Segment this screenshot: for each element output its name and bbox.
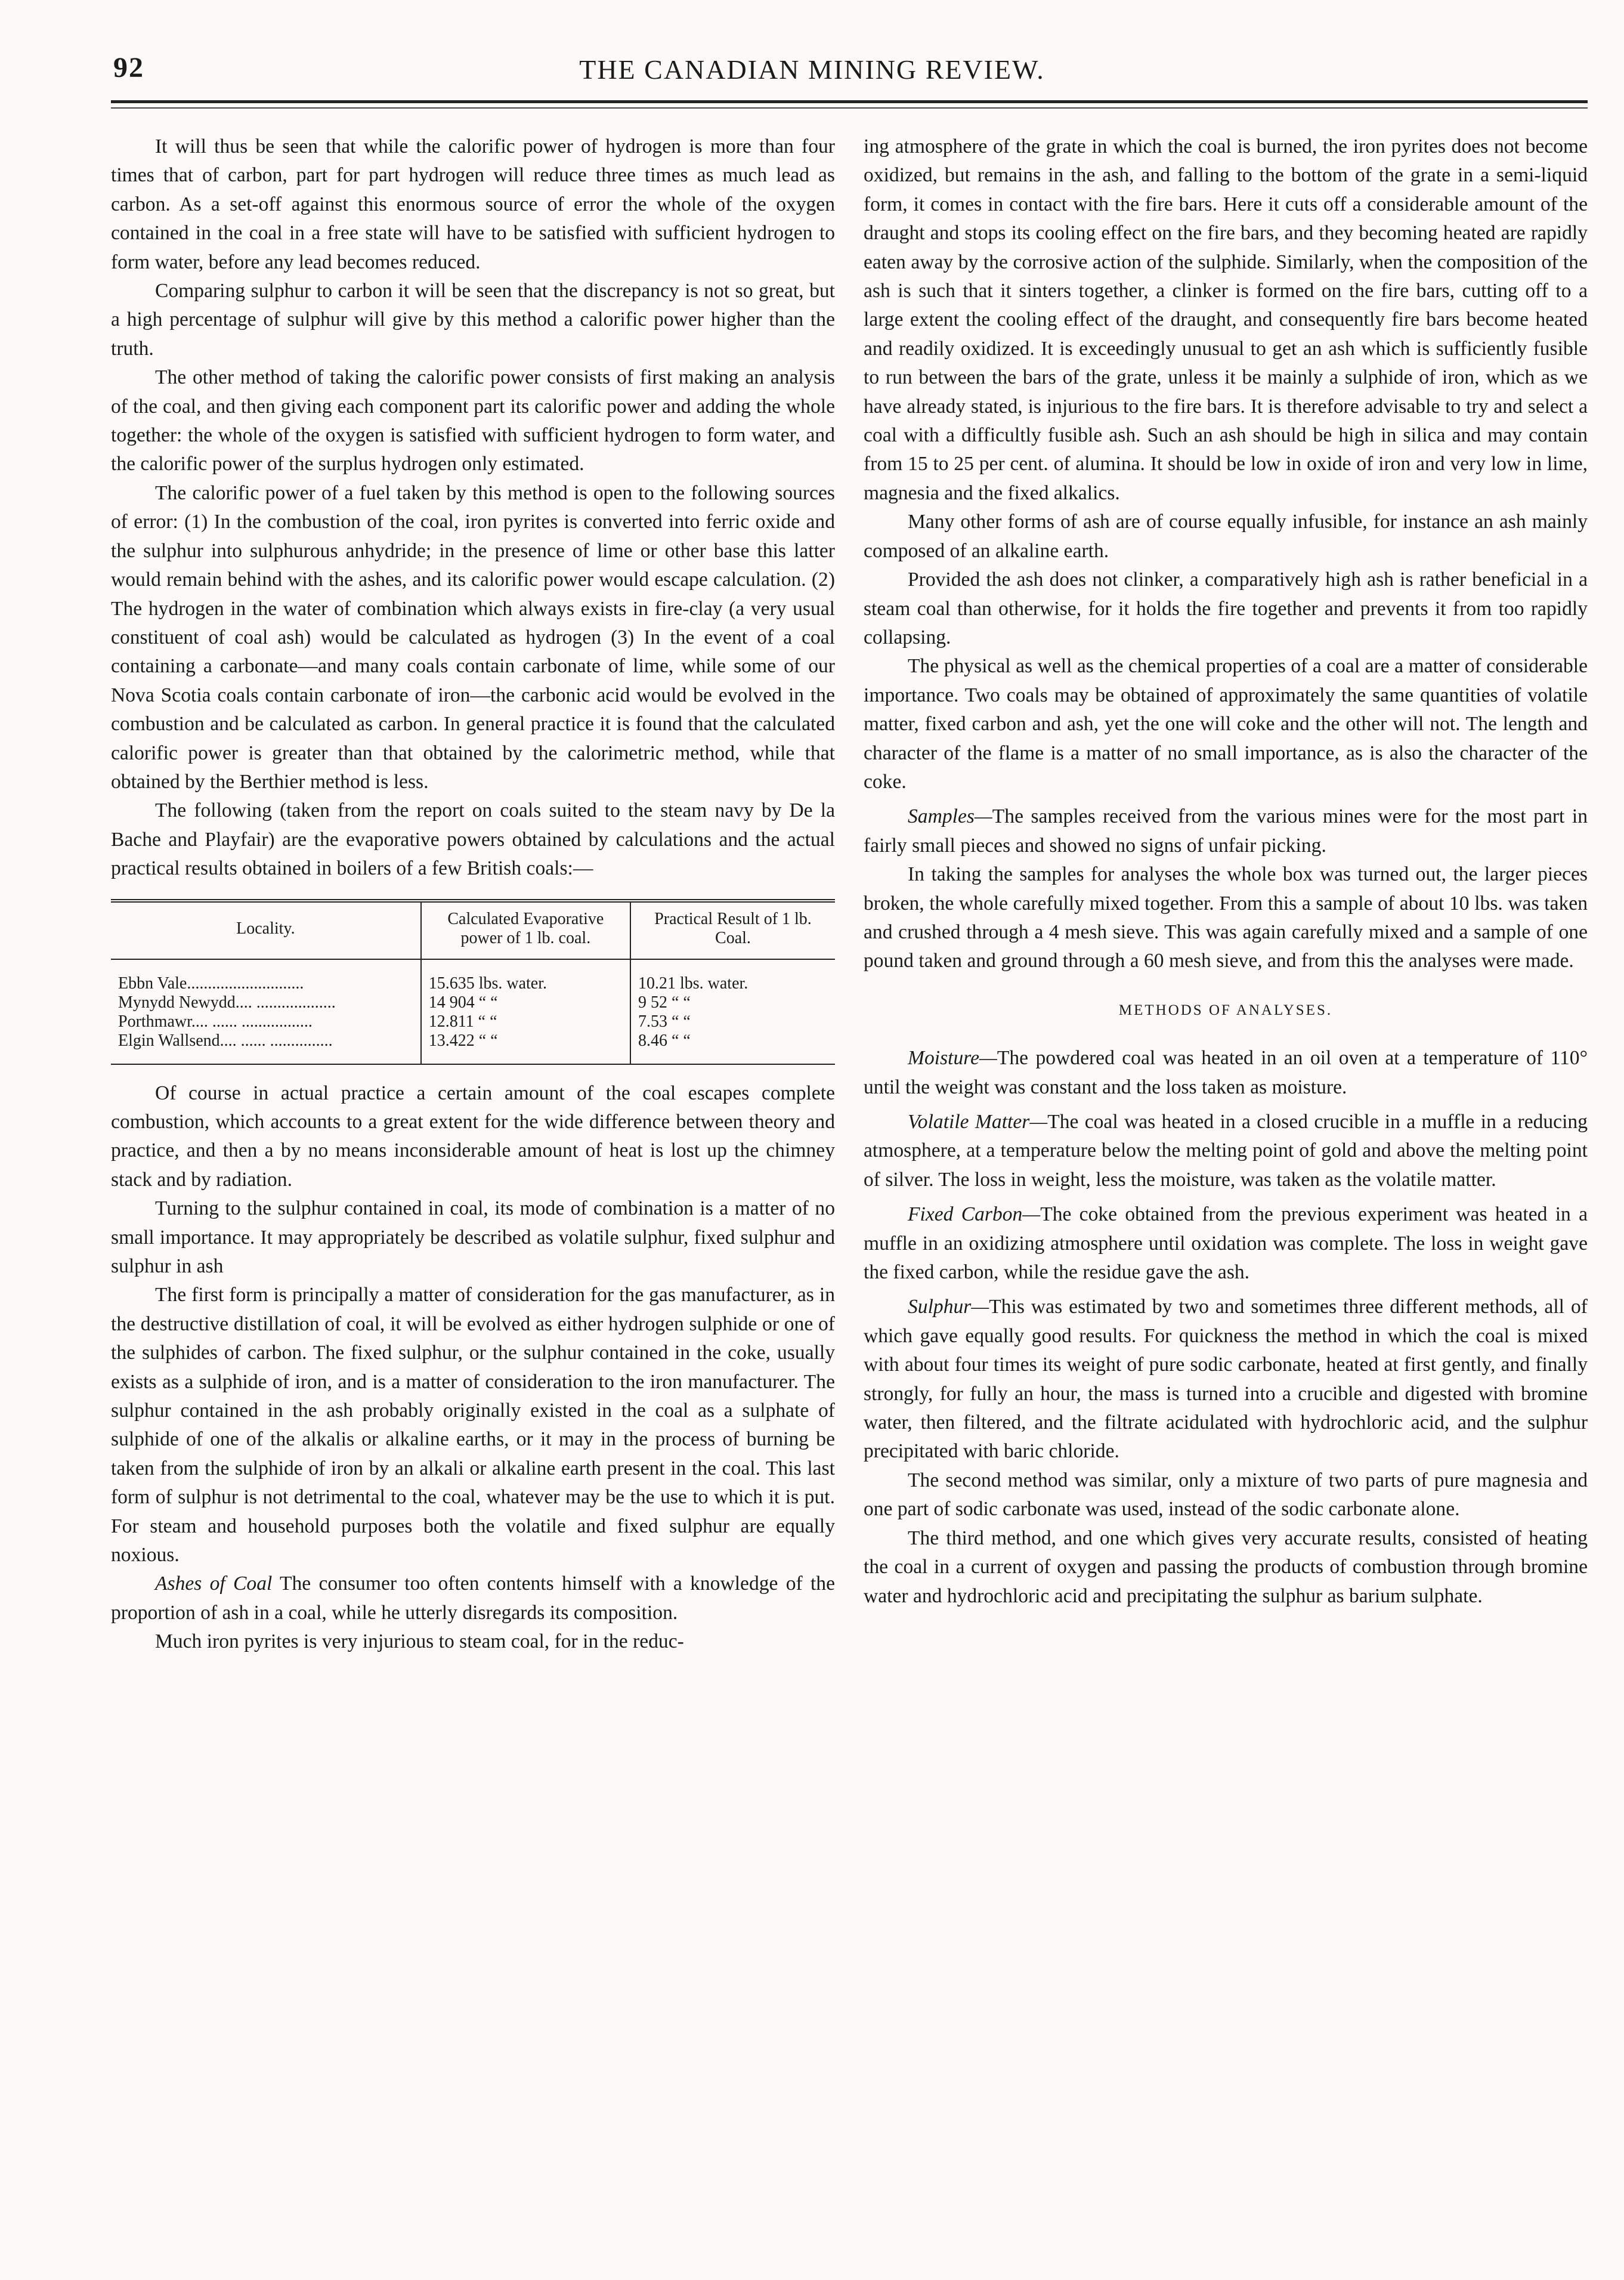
- practical-cell: 10.21 lbs. water.: [638, 974, 748, 993]
- paragraph: [864, 1108, 1588, 1194]
- table-header-row: [111, 901, 835, 959]
- column-header-calculated: Calculated Evaporative power of 1 lb. coal.: [421, 901, 630, 959]
- paragraph: The calorific power of a fuel taken by this method is open to the following sources of error: (1) In the combustion of the coal, iron pyrites is converted into ferric oxide and the sulphur into sulphurous anhydride; in the presence of lime or other base this latter would remain behind with the ashes, and its calorific power would escape calculation. (2) The hydrogen in the water of combination which always exists in fire-clay (a very usual constituent of coal ash) would be calculated as hydrogen (3) In the event of a coal containing a carbonate—and many coals contain carbonate of lime, while some of our Nova Scotia coals contain carbonate of iron—the carbonic acid would be evolved in the combustion and be calculated as carbon. In general practice it is found that the calculated calorific power is greater than that obtained by the calorimetric method, while that obtained by the Berthier method is less.: [111, 481, 835, 793]
- paragraph: Of course in actual practice a certain amount of the coal escapes complete combustion, which accounts to a great extent for the wide difference between theory and practice, and then a by no means inconsiderable amount of heat is lost up the chimney stack and by radiation.: [111, 1082, 835, 1191]
- page-number: 92: [113, 52, 144, 84]
- paragraph: Many other forms of ash are of course equally infusible, for instance an ash mainly composed of an alkaline earth.: [864, 511, 1588, 562]
- paragraph: [864, 802, 1588, 860]
- run-in-heading: Volatile Matter—: [908, 1111, 1048, 1133]
- header-rule: [111, 100, 1588, 103]
- column-header-practical: Practical Result of 1 lb. Coal.: [630, 901, 835, 959]
- table-row: [111, 993, 835, 1012]
- run-in-heading: Ashes of Coal: [155, 1572, 273, 1595]
- run-in-heading: Fixed Carbon—: [908, 1203, 1041, 1226]
- paragraph: The first form is principally a matter of consideration for the gas manufacturer, as in the destructive distillation of coal, it will be evolved as either hydrogen sulphide or one of the sulphides of carbon. The fixed sulphur, or the sulphur contained in the coke, usually exists as a sulphide of iron, and is a matter of consideration to the iron manufacturer. The sulphur contained in the ash probably originally existed in the coal as a sulphate of sulphide of one of the alkalis or alkaline earths, or it may in the process of burning be taken from the sulphide of iron by an alkali or alkaline earth present in the coal. This last form of sulphur is not detrimental to the coal, whatever may be the use to which it is put. For steam and household purposes both the volatile and fixed sulphur are equally noxious.: [111, 1284, 835, 1567]
- evaporative-power-table: [111, 899, 835, 1065]
- paragraph: It will thus be seen that while the calorific power of hydrogen is more than four times that of carbon, part for part hydrogen will reduce three times as much lead as carbon. As a set-off against this enormous source of error the whole of the oxygen contained in the coal in a free state will have to be satisfied with sufficient hydrogen to form water, before any lead becomes reduced.: [111, 135, 835, 273]
- table-row: [111, 959, 835, 993]
- running-head: THE CANADIAN MINING REVIEW.: [579, 54, 1045, 85]
- paragraph: The physical as well as the chemical properties of a coal are a matter of considerable importance. Two coals may be obtained of approximately the same quantities of volatile matter, fixed carbon and ash, yet the one will coke and the other will not. The length and character of the flame is a matter of no small importance, as is also the character of the coke.: [864, 655, 1588, 793]
- table-row: [111, 1031, 835, 1064]
- paragraph-text: The samples received from the various mines were for the most part in fairly small pieces and showed no signs of unfair picking.: [864, 805, 1588, 857]
- practical-cell: 7.53 “ “: [638, 1012, 691, 1031]
- paragraph: Provided the ash does not clinker, a comparatively high ash is rather beneficial in a steam coal than otherwise, for it holds the fire together and prevents it from too rapidly collapsing.: [864, 569, 1588, 648]
- paragraph: ing atmosphere of the grate in which the coal is burned, the iron pyrites does not become oxidized, but remains in the ash, and falling to the bottom of the grate in a semi-liquid form, it comes in contact with the fire bars. Here it cuts off a considerable amount of the draught and stops its cooling effect on the fire bars, and they becoming heated are rapidly eaten away by the corrosive action of the sulphide. Similarly, when the composition of the ash is such that it sinters together, a clinker is formed on the fire bars, cutting off to a large extent the cooling effect of the draught, and consequently fire bars become heated and readily oxidized. It is exceedingly unusual to get an ash which is sufficiently fusible to run between the bars of the grate, unless it be mainly a sulphide of iron, which as we have already stated, is injurious to the fire bars. It is therefore advisable to try and select a coal with a difficultly fusible ash. Such an ash should be high in silica and may contain from 15 to 25 per cent. of alumina. It should be low in oxide of iron and very low in lime, magnesia and the fixed alkalics.: [864, 135, 1588, 504]
- paragraph: [864, 1293, 1588, 1466]
- paragraph-text: This was estimated by two and sometimes three different methods, all of which gave equally good results. For quickness the method in which the coal is mixed with about four times its weight of pure sodic carbonate, heated at first gently, and finally strongly, for fully an hour, the mass is turned into a crucible and digested with bromine water, then filtered, and the filtrate acidulated with hydrochloric acid, and the sulphur precipitated with baric chloride.: [864, 1296, 1588, 1463]
- run-in-heading: Samples—: [908, 805, 992, 828]
- calculated-cell: 14 904 “ “: [421, 993, 630, 1012]
- paragraph: Comparing sulphur to carbon it will be seen that the discrepancy is not so great, but a high percentage of sulphur will give by this method a calorific power higher than the truth.: [111, 280, 835, 360]
- paragraph: The other method of taking the calorific power consists of first making an analysis of the coal, and then giving each component part its calorific power and adding the whole together: the whole of the oxygen is satisfied with sufficient hydrogen to form water, and the calorific power of the surplus hydrogen only estimated.: [111, 366, 835, 475]
- header-rule-thin: [111, 107, 1588, 109]
- locality-cell: Porthmawr.... ...... .................: [111, 1012, 421, 1031]
- paragraph-text: The coke obtained from the previous experiment was heated in a muffle in an oxidizing atmosphere until oxidation was complete. The loss in weight gave the fixed carbon, while the residue gave the ash.: [864, 1203, 1588, 1284]
- paragraph-text: The consumer too often contents himself with a knowledge of the proportion of ash in a coal, while he utterly disregards its composition.: [111, 1572, 835, 1624]
- paragraph: [864, 1200, 1588, 1287]
- calculated-cell: 13.422 “ “: [421, 1031, 630, 1064]
- run-in-heading: Moisture—: [908, 1047, 997, 1070]
- paragraph: The second method was similar, only a mixture of two parts of pure magnesia and one part of sodic carbonate was used, instead of the sodic carbonate alone.: [864, 1469, 1588, 1521]
- practical-cell: 8.46 “ “: [638, 1031, 691, 1050]
- locality-cell: Elgin Wallsend.... ...... ...............: [111, 1031, 421, 1064]
- paragraph: [111, 1570, 835, 1627]
- table-row: [111, 1012, 835, 1031]
- left-column: [111, 132, 835, 1657]
- practical-cell: 9 52 “ “: [638, 993, 691, 1012]
- locality-cell: Ebbn Vale............................: [111, 959, 421, 993]
- calculated-cell: 15.635 lbs. water.: [421, 959, 630, 993]
- run-in-heading: Sulphur—: [908, 1296, 989, 1318]
- paragraph: Turning to the sulphur contained in coal, its mode of combination is a matter of no small importance. It may appropriately be described as volatile sulphur, fixed sulphur and sulphur in ash: [111, 1197, 835, 1277]
- section-title: METHODS OF ANALYSES.: [1118, 1002, 1333, 1018]
- paragraph-text: The powdered coal was heated in an oil oven at a temperature of 110° until the weight was constant and the loss taken as moisture.: [864, 1047, 1588, 1098]
- column-header-locality: Locality.: [111, 901, 421, 959]
- paragraph: Much iron pyrites is very injurious to steam coal, for in the reduc-: [155, 1630, 684, 1653]
- paragraph: [864, 1044, 1588, 1102]
- calculated-cell: 12.811 “ “: [421, 1012, 630, 1031]
- right-column: [864, 132, 1588, 1611]
- locality-cell: Mynydd Newydd.... ...................: [111, 993, 421, 1012]
- paragraph: In taking the samples for analyses the whole box was turned out, the larger pieces broken, the whole carefully mixed together. From this a sample of about 10 lbs. was taken and crushed through a 4 mesh sieve. This was again carefully mixed and a sample of one pound taken and ground through a 60 mesh sieve, and from this the analyses were made.: [864, 863, 1588, 972]
- paragraph: The following (taken from the report on coals suited to the steam navy by De la Bache and Playfair) are the evaporative powers obtained by calculations and the actual practical results obtained in boilers of a few British coals:—: [111, 799, 835, 880]
- paragraph-text: The coal was heated in a closed crucible in a muffle in a reducing atmosphere, at a temperature below the melting point of gold and above the melting point of silver. The loss in weight, less the moisture, was taken as the volatile matter.: [864, 1111, 1588, 1191]
- paragraph: The third method, and one which gives very accurate results, consisted of heating the coal in a current of oxygen and passing the products of combustion through bromine water and hydrochloric acid and precipitating the sulphur as barium sulphate.: [864, 1527, 1588, 1607]
